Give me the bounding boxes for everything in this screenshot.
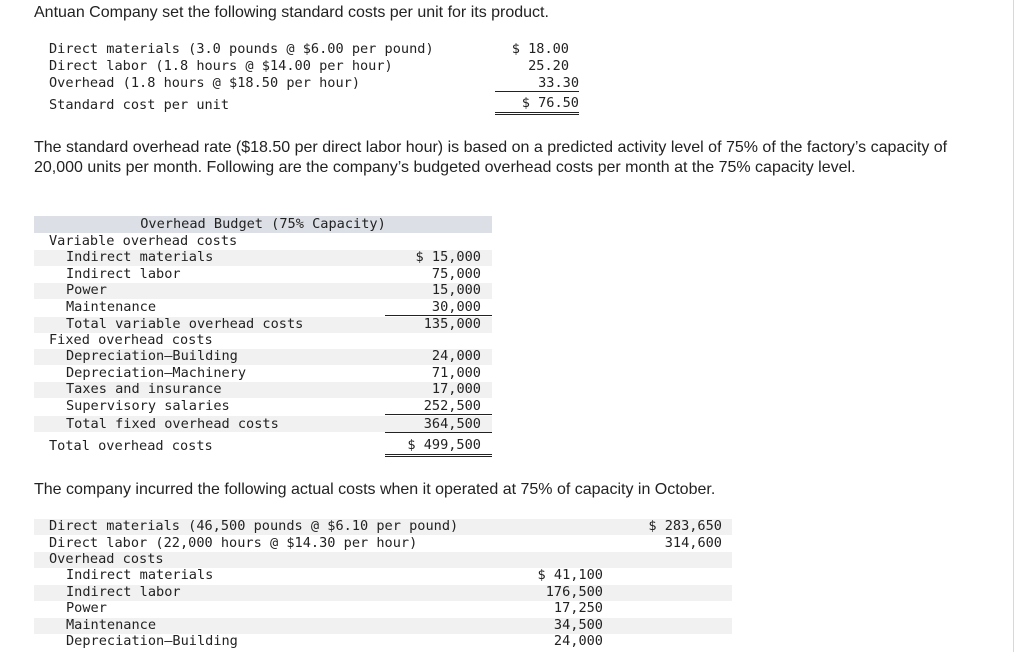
std-total-label: Standard cost per unit <box>49 97 230 113</box>
grand-total-label: Total overhead costs <box>49 438 213 454</box>
std-row-value: $ 18.00 <box>511 41 569 57</box>
budget-item-label: Depreciation—Machinery <box>66 365 247 381</box>
variable-heading: Variable overhead costs <box>49 233 238 249</box>
std-row-value: 25.20 <box>528 58 569 74</box>
actual-item-label: Power <box>66 600 107 616</box>
budget-item-value: $ 15,000 <box>415 249 481 265</box>
actual-item-value: $ 41,100 <box>537 567 603 583</box>
fixed-heading: Fixed overhead costs <box>49 332 213 348</box>
budget-item-label: Supervisory salaries <box>66 398 230 414</box>
budget-item-value: 24,000 <box>431 348 481 364</box>
budget-item-value: 252,500 <box>423 398 481 414</box>
actual-item-label: Maintenance <box>66 617 157 633</box>
std-row-label: Direct labor (1.8 hours @ $14.00 per hour) <box>49 58 393 74</box>
actual-dl-value: 314,600 <box>664 535 722 551</box>
budget-item-label: Maintenance <box>66 299 157 315</box>
variable-total-value: 135,000 <box>423 316 481 332</box>
budget-item-label: Indirect materials <box>66 249 214 265</box>
std-row-value: 33.30 <box>495 75 579 92</box>
std-row-label: Direct materials (3.0 pounds @ $6.00 per pound) <box>49 41 434 57</box>
actual-dl-label: Direct labor (22,000 hours @ $14.30 per hour) <box>49 535 418 551</box>
budget-item-value: 30,000 <box>431 299 481 315</box>
actual-item-value: 34,500 <box>553 617 603 633</box>
budget-item-value: 75,000 <box>431 266 481 282</box>
actual-item-label: Depreciation—Building <box>66 633 238 649</box>
fixed-total-label: Total fixed overhead costs <box>66 416 279 432</box>
actual-item-label: Indirect materials <box>66 567 214 583</box>
budget-item-label: Indirect labor <box>66 266 181 282</box>
page-edge-divider <box>1013 0 1014 652</box>
actual-item-label: Indirect labor <box>66 584 181 600</box>
actual-dm-label: Direct materials (46,500 pounds @ $6.10 per pound) <box>49 518 459 534</box>
variable-total-label: Total variable overhead costs <box>66 316 304 332</box>
std-row-label: Overhead (1.8 hours @ $18.50 per hour) <box>49 75 360 91</box>
fixed-total-value: 364,500 <box>423 416 481 432</box>
budget-item-label: Taxes and insurance <box>66 381 222 397</box>
actual-item-value: 17,250 <box>553 600 603 616</box>
budget-item-value: 15,000 <box>431 282 481 298</box>
actual-overhead-heading: Overhead costs <box>49 551 164 567</box>
budget-item-label: Power <box>66 282 107 298</box>
budget-item-label: Depreciation—Building <box>66 348 238 364</box>
std-total-value: $ 76.50 <box>495 95 579 115</box>
budget-title: Overhead Budget (75% Capacity) <box>34 216 492 233</box>
intro-text: Antuan Company set the following standard costs per unit for its product. <box>34 4 549 21</box>
grand-total-value: $ 499,500 <box>407 437 481 453</box>
overhead-rate-paragraph: The standard overhead rate ($18.50 per direct labor hour) is based on a predicted activity level of 75% of the factory’s capacity of 20,000 units per month. Following are the company’s budgeted overhead costs per month at the 75% capacity level. <box>34 139 948 176</box>
actual-item-value: 176,500 <box>545 584 603 600</box>
budget-item-value: 17,000 <box>431 381 481 397</box>
actual-dm-value: $ 283,650 <box>648 518 722 534</box>
actual-item-value: 24,000 <box>553 633 603 649</box>
budget-item-value: 71,000 <box>431 365 481 381</box>
actual-intro-text: The company incurred the following actual costs when it operated at 75% of capacity in October. <box>34 481 716 498</box>
